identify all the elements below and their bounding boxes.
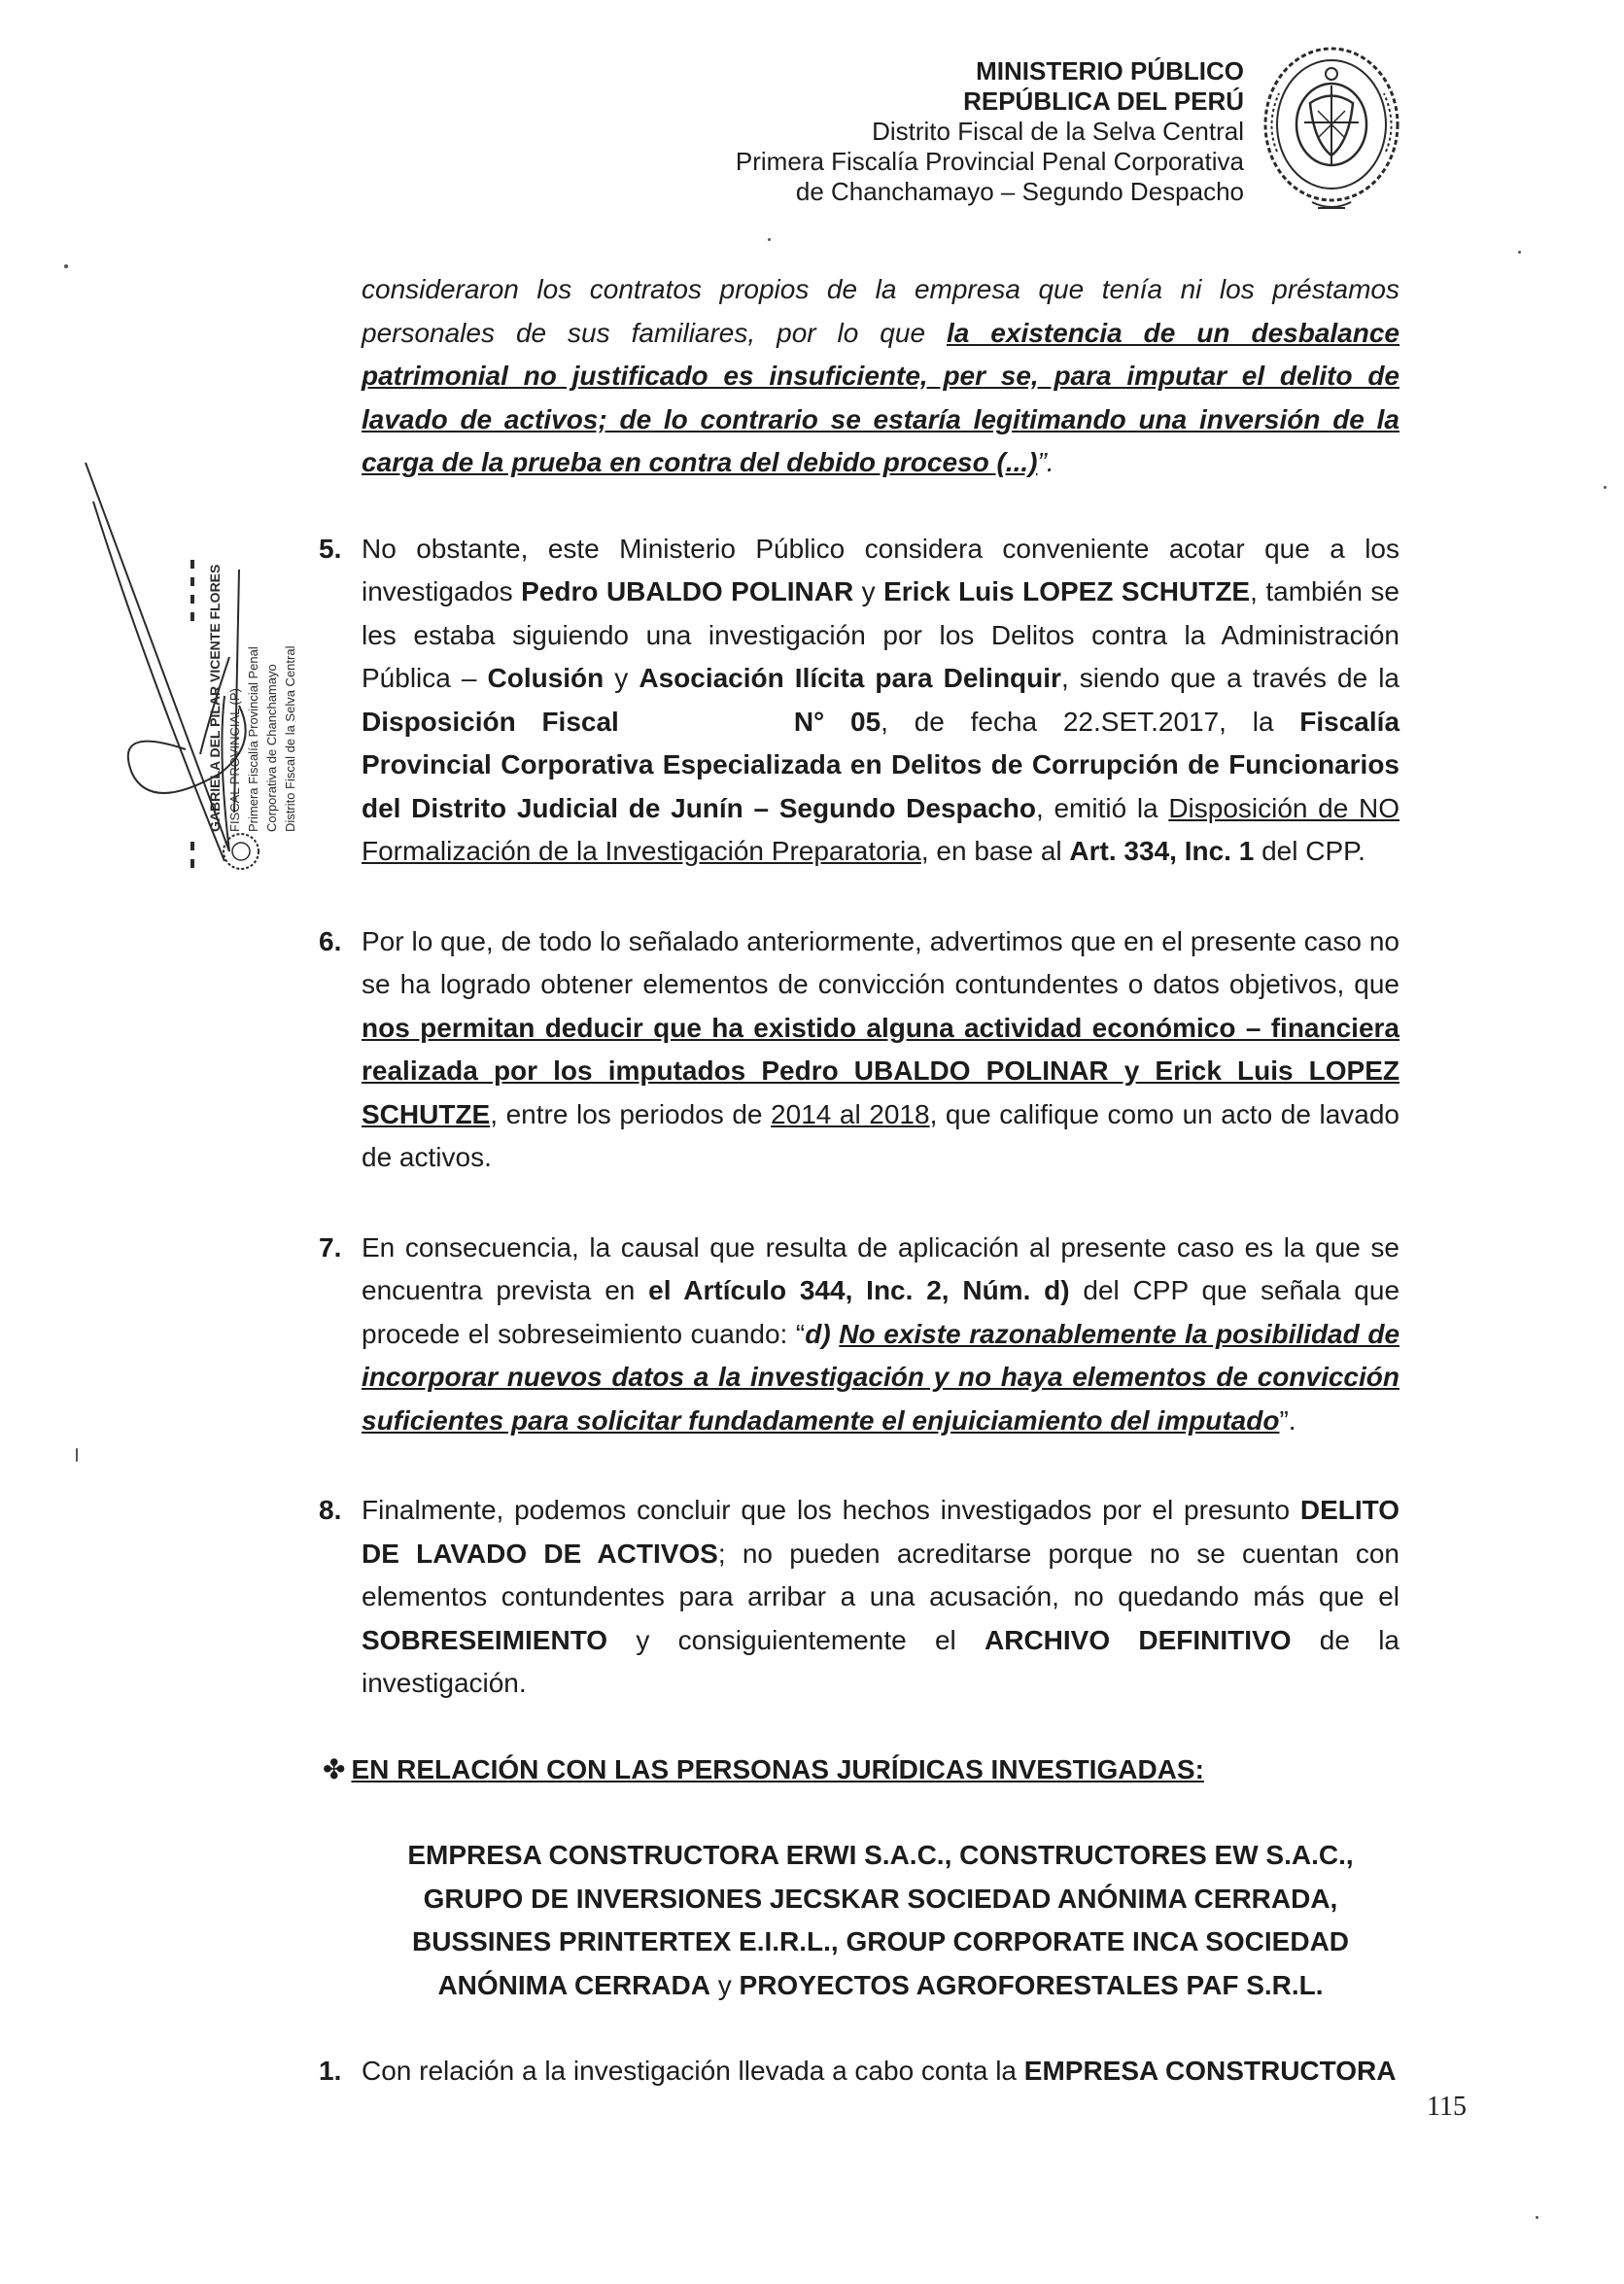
item-8-number: 8. [319, 1495, 342, 1525]
letterhead [583, 56, 1244, 207]
intro-paragraph: consideraron los contratos propios de la empresa que tenía ni los préstamos personales de sus familiares, por lo que la existencia de un desbalance patrimonial no justificado es insuficiente, per se, para imputar el delito de lavado de activos; de lo contrario se estaría legitimando una inversión de la carga de la prueba en contra del debido proceso (...)”. [362, 274, 1400, 477]
item-5: 5. No obstante, este Ministerio Público considera conveniente acotar que a los investigados Pedro UBALDO POLINAR y Erick Luis LOPEZ SCHUTZE, también se les estaba siguiendo una investigación por los Delitos contra la Administración Pública – Colusión y Asociación Ilícita para Delinquir, siendo que a través de la Disposición Fiscal N° 05, de fecha 22.SET.2017, la Fiscalía Provincial Corporativa Especializada en Delitos de Corrupción de Funcionarios del Distrito Judicial de Junín – Segundo Despacho, emitió la Disposición de NO Formalización de la Investigación Preparatoria, en base al Art. 334, Inc. 1 del CPP. [362, 528, 1399, 874]
item-6-number: 6. [319, 925, 342, 956]
item-1: 1. Con relación a la investigación llevada a cabo conta la EMPRESA CONSTRUCTORA [362, 2050, 1399, 2094]
letterhead-line-3: Distrito Fiscal de la Selva Central [872, 117, 1244, 146]
scan-speck [1518, 251, 1521, 254]
item-6: 6. Por lo que, de todo lo señalado anteriormente, advertimos que en el presente caso no se ha logrado obtener elementos de convicción contundentes o datos objetivos, que nos permitan deducir que ha existido alguna actividad económico – financiera realizada por los imputados Pedro UBALDO POLINAR y Erick Luis LOPEZ SCHUTZE, entre los periodos de 2014 al 2018, que califique como un acto de lavado de activos. [362, 920, 1399, 1180]
letterhead-line-2: REPÚBLICA DEL PERÚ [963, 87, 1244, 116]
letterhead-line-4: Primera Fiscalía Provincial Penal Corporativa [735, 147, 1244, 176]
stamp-line-3: Primera Fiscalía Provincial Penal [246, 646, 260, 832]
scan-speck [1604, 486, 1607, 489]
scan-speck [768, 238, 771, 241]
page-number: 115 [1427, 2092, 1467, 2122]
stamp-line-4: Corporativa de Chanchamayo [264, 664, 279, 832]
scan-speck [64, 264, 68, 268]
section-heading [323, 1748, 1399, 1792]
item-7-number: 7. [319, 1231, 342, 1263]
item-1-number: 1. [319, 2056, 342, 2086]
national-seal-icon [1254, 35, 1409, 220]
stamp-line-2: FISCAL PROVINCIAL (P) [227, 688, 242, 832]
stamp-line-5: Distrito Fiscal de la Selva Central [283, 645, 297, 832]
stamp-line-1: GABRIELA DEL PILAR VICENTE FLORES [207, 564, 223, 832]
section-heading-text: EN RELACIÓN CON LAS PERSONAS JURÍDICAS INVESTIGADAS: [351, 1753, 1204, 1784]
letterhead-line-5: de Chanchamayo – Segundo Despacho [795, 177, 1244, 206]
scan-speck [76, 1448, 78, 1462]
companies-list: EMPRESA CONSTRUCTORA ERWI S.A.C., CONSTRUCTORES EW S.A.C., GRUPO DE INVERSIONES JECSKAR SOCIEDAD ANÓNIMA CERRADA, BUSSINES PRINTERTEX E.I.R.L., GROUP CORPORATE INCA SOCIEDAD ANÓNIMA CERRADA y PROYECTOS AGROFORESTALES PAF S.R.L. [407, 1840, 1354, 2000]
letterhead-line-1: MINISTERIO PÚBLICO [976, 56, 1244, 86]
item-8: 8. Finalmente, podemos concluir que los hechos investigados por el presunto DELITO DE LAVADO DE ACTIVOS; no pueden acreditarse porque no se cuentan con elementos contundentes para arribar a una acusación, no quedando más que el SOBRESEIMIENTO y consiguientemente el ARCHIVO DEFINITIVO de la investigación. [362, 1489, 1399, 1706]
scan-speck [1536, 2216, 1538, 2219]
section-bullet-icon: ✤ [323, 1753, 346, 1784]
document-body [319, 268, 1400, 2094]
item-7: 7. En consecuencia, la causal que resulta de aplicación al presente caso es la que se encuentra prevista en el Artículo 344, Inc. 2, Núm. d) del CPP que señala que procede el sobreseimiento cuando: “d) No existe razonablemente la posibilidad de incorporar nuevos datos a la investigación y no haya elementos de convicción suficientes para solicitar fundadamente el enjuiciamiento del imputado”. [362, 1227, 1399, 1443]
item-5-number: 5. [319, 533, 342, 564]
